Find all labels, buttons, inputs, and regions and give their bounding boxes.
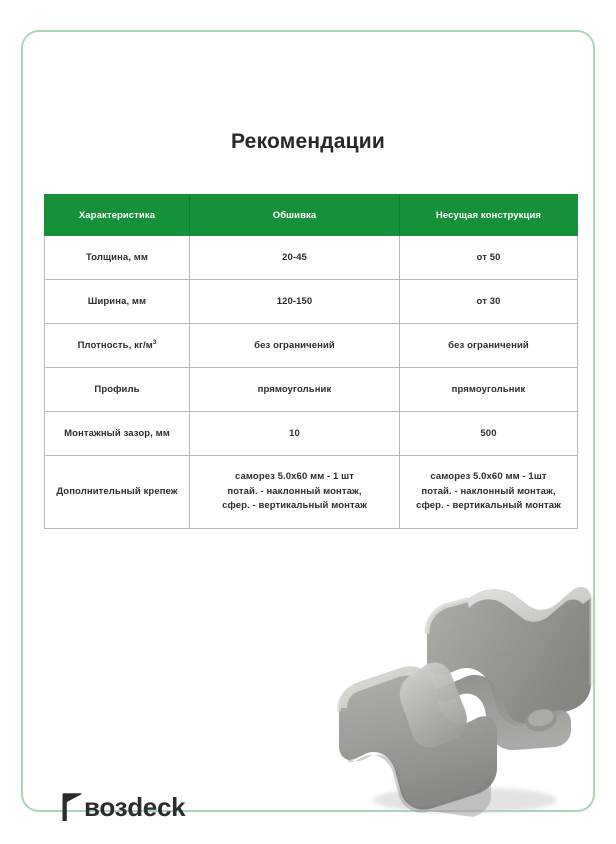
cell-structure: 500 bbox=[400, 412, 578, 456]
cell-sheathing: прямоугольник bbox=[190, 368, 400, 412]
cell-characteristic: Монтажный зазор, мм bbox=[45, 412, 190, 456]
cell-characteristic: Дополнительный крепеж bbox=[45, 456, 190, 529]
table-header-row bbox=[45, 195, 578, 236]
cell-line: саморез 5.0x60 мм - 1 шт bbox=[235, 470, 354, 482]
table-row bbox=[45, 368, 578, 412]
page-title: Рекомендации bbox=[231, 130, 385, 153]
cell-characteristic: Ширина, мм bbox=[45, 280, 190, 324]
cell-characteristic-superscript: 3 bbox=[152, 339, 157, 347]
cell-sheathing bbox=[190, 456, 400, 529]
cell-line: сфер. - вертикальный монтаж bbox=[222, 500, 367, 512]
cell-characteristic: Толщина, мм bbox=[45, 236, 190, 280]
table-row bbox=[45, 412, 578, 456]
table-body bbox=[45, 236, 578, 529]
cell-line: саморез 5.0x60 мм - 1шт bbox=[430, 470, 547, 482]
table-row bbox=[45, 280, 578, 324]
table-row bbox=[45, 456, 578, 529]
column-header-sheathing: Обшивка bbox=[190, 195, 400, 236]
cell-sheathing: без ограничений bbox=[190, 324, 400, 368]
cell-structure: от 30 bbox=[400, 280, 578, 324]
cell-sheathing: 10 bbox=[190, 412, 400, 456]
product-photo bbox=[315, 560, 613, 822]
column-header-characteristic: Характеристика bbox=[45, 195, 190, 236]
cell-sheathing: 120-150 bbox=[190, 280, 400, 324]
cell-structure: без ограничений bbox=[400, 324, 578, 368]
cell-structure: прямоугольник bbox=[400, 368, 578, 412]
brand-logo bbox=[61, 792, 185, 832]
brand-logo-text: возdeck bbox=[84, 792, 186, 822]
column-header-structure: Несущая конструкция bbox=[400, 195, 578, 236]
table-header bbox=[45, 195, 578, 236]
cell-line: потай. - наклонный монтаж, bbox=[421, 485, 556, 497]
table-row bbox=[45, 236, 578, 280]
recommendations-table bbox=[44, 194, 578, 529]
corner-bracket-icon bbox=[61, 792, 83, 822]
cell-characteristic bbox=[45, 324, 190, 368]
cell-structure: от 50 bbox=[400, 236, 578, 280]
table-row bbox=[45, 324, 578, 368]
cell-structure bbox=[400, 456, 578, 529]
cell-line: потай. - наклонный монтаж, bbox=[227, 485, 362, 497]
page-frame bbox=[21, 30, 595, 822]
cell-characteristic-text: Плотность, кг/м bbox=[77, 340, 153, 352]
cell-sheathing: 20-45 bbox=[190, 236, 400, 280]
cell-characteristic: Профиль bbox=[45, 368, 190, 412]
cell-line: сфер. - вертикальный монтаж bbox=[416, 500, 561, 512]
